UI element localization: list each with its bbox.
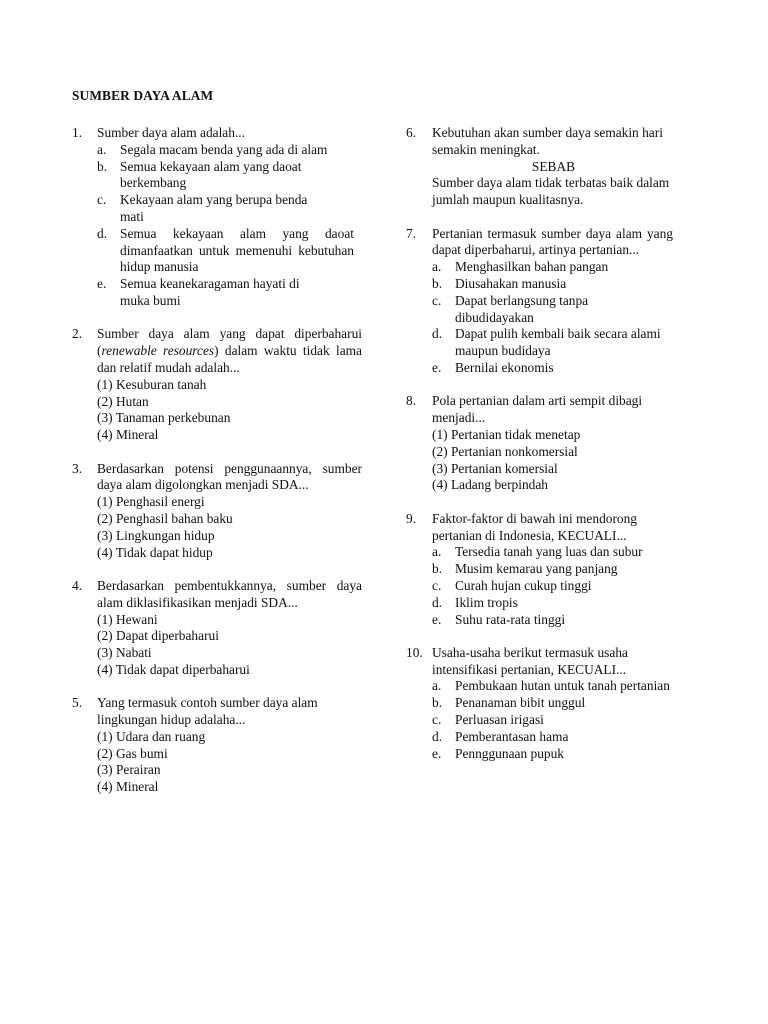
list-item: (4) Tidak dapat hidup [97, 544, 213, 560]
option-c [432, 712, 693, 729]
option-d [432, 729, 693, 746]
list-item: (2) Dapat diperbaharui [97, 628, 219, 644]
option-d [432, 595, 693, 612]
list-item: (2) Gas bumi [97, 745, 168, 761]
right-column [406, 125, 693, 779]
option-label: d. [432, 326, 443, 342]
question-stem: Berdasarkan pembentukkannya, sumber daya alam diklasifikasikan menjadi SDA... [97, 577, 362, 610]
option-e [432, 360, 693, 377]
option-label: e. [432, 611, 442, 627]
option-label: d. [97, 225, 108, 241]
list-item: (2) Pertanian nonkomersial [432, 443, 578, 459]
sebab-connector: SEBAB [531, 158, 576, 174]
list-item: (1) Kesuburan tanah [97, 376, 207, 392]
option-label: c. [97, 192, 107, 208]
question-7 [406, 226, 693, 377]
option-label: b. [97, 158, 108, 174]
question-number: 10. [406, 644, 423, 660]
question-stem: Sumber daya alam adalah... [97, 125, 245, 140]
question-stem: Pertanian termasuk sumber daya alam yang dapat diperbaharui, artinya pertanian... [432, 225, 673, 258]
option-label: b. [432, 275, 443, 291]
option-a [97, 142, 362, 159]
list-item: (2) Hutan [97, 393, 149, 409]
option-text: Dapat berlangsung tanpa dibudidayakan [455, 292, 589, 325]
list-item: (1) Hewani [97, 611, 158, 627]
option-text: Iklim tropis [455, 594, 518, 610]
question-number: 9. [406, 510, 417, 526]
question-8 [406, 393, 693, 494]
question-5 [72, 695, 362, 796]
question-stem: Berdasarkan potensi penggunaannya, sumber daya alam digolongkan menjadi SDA... [97, 460, 362, 493]
list-item: (4) Ladang berpindah [432, 477, 549, 493]
option-text: Suhu rata-rata tinggi [455, 611, 566, 627]
option-d [97, 226, 362, 276]
option-a [432, 678, 693, 695]
question-1 [72, 125, 362, 310]
option-text: Perluasan irigasi [455, 712, 544, 728]
option-a [432, 544, 693, 561]
list-item: (3) Nabati [97, 645, 152, 661]
list-item: (1) Penghasil energi [97, 494, 205, 510]
option-c [97, 192, 362, 226]
question-2 [72, 326, 362, 444]
option-label: e. [432, 359, 442, 375]
option-text: Pembukaan hutan untuk tanah pertanian [455, 678, 670, 694]
question-number: 4. [72, 577, 83, 593]
list-item: (4) Mineral [97, 779, 159, 795]
option-text: Tersedia tanah yang luas dan subur [455, 544, 643, 560]
option-b [432, 695, 693, 712]
question-stem: Pola pertanian dalam arti sempit dibagi menjadi... [432, 393, 643, 426]
option-label: a. [97, 141, 107, 157]
list-item: (3) Perairan [97, 762, 161, 778]
option-label: c. [432, 292, 442, 308]
question-6 [406, 125, 693, 209]
option-e [432, 612, 693, 629]
option-label: a. [432, 678, 442, 694]
question-number: 5. [72, 695, 83, 711]
question-stem [97, 326, 362, 376]
question-stem: Faktor-faktor di bawah ini mendorong pertanian di Indonesia, KECUALI... [432, 510, 638, 543]
question-number: 7. [406, 225, 417, 241]
stem-italic-term: renewable resources [101, 343, 215, 359]
option-text: Pennggunaan pupuk [455, 745, 564, 761]
question-number: 1. [72, 125, 83, 140]
list-item: (4) Tidak dapat diperbaharui [97, 661, 250, 677]
option-label: a. [432, 259, 442, 275]
option-text: Penanaman bibit unggul [455, 695, 586, 711]
left-column [72, 125, 362, 813]
option-text: Semua keanekaragaman hayati di muka bumi [120, 276, 300, 308]
option-label: e. [432, 745, 442, 761]
stem-text: Sumber daya alam yang dapat diperbaharui ( [97, 326, 362, 359]
option-label: b. [432, 695, 443, 711]
question-10 [406, 645, 693, 763]
option-text: Bernilai ekonomis [455, 359, 554, 375]
option-text: Semua kekayaan alam yang daoat berkembang [120, 158, 302, 191]
list-item: (1) Pertanian tidak menetap [432, 426, 581, 442]
option-label: e. [97, 276, 107, 292]
list-item: (4) Mineral [97, 427, 159, 443]
option-e [432, 746, 693, 763]
question-4 [72, 578, 362, 679]
option-label: c. [432, 577, 442, 593]
question-stem: Yang termasuk contoh sumber daya alam lingkungan hidup adalaha... [97, 695, 318, 728]
option-text: Menghasilkan bahan pangan [455, 259, 609, 275]
option-a [432, 259, 693, 276]
option-label: b. [432, 561, 443, 577]
question-number: 6. [406, 125, 417, 140]
option-text: Semua kekayaan alam yang daoat dimanfaatkan untuk memenuhi kebutuhan hidup manusia [120, 225, 354, 275]
option-b [432, 561, 693, 578]
option-label: c. [432, 712, 442, 728]
question-number: 3. [72, 460, 83, 476]
option-b [432, 276, 693, 293]
question-number: 2. [72, 326, 83, 342]
list-item: (1) Udara dan ruang [97, 728, 206, 744]
option-text: Kekayaan alam yang berupa benda mati [120, 192, 308, 224]
list-item: (2) Penghasil bahan baku [97, 510, 233, 526]
option-text: Dapat pulih kembali baik secara alami maupun budidaya [455, 326, 661, 359]
option-b [97, 159, 362, 193]
option-label: a. [432, 544, 442, 560]
stem-text: ) dalam waktu tidak lama dan relatif mudah adalah... [97, 343, 363, 375]
question-3 [72, 461, 362, 562]
question-9 [406, 511, 693, 629]
list-item: (3) Tanaman perkebunan [97, 410, 231, 426]
option-d [432, 326, 693, 360]
option-c [432, 293, 693, 327]
option-text: Pemberantasan hama [455, 728, 569, 744]
question-reason: Sumber daya alam tidak terbatas baik dalam jumlah maupun kualitasnya. [432, 175, 670, 208]
question-stem: Kebutuhan akan sumber daya semakin hari semakin meningkat. [432, 125, 663, 157]
option-label: d. [432, 594, 443, 610]
question-stem: Usaha-usaha berikut termasuk usaha intensifikasi pertanian, KECUALI... [432, 644, 628, 677]
option-text: Segala macam benda yang ada di alam [120, 141, 328, 157]
option-text: Curah hujan cukup tinggi [455, 577, 592, 593]
list-item: (3) Pertanian komersial [432, 460, 558, 476]
option-e [97, 276, 362, 310]
option-c [432, 578, 693, 595]
list-item: (3) Lingkungan hidup [97, 527, 215, 543]
option-text: Musim kemarau yang panjang [455, 561, 618, 577]
option-text: Diusahakan manusia [455, 275, 567, 291]
option-label: d. [432, 728, 443, 744]
page-title: SUMBER DAYA ALAM [72, 88, 214, 103]
question-number: 8. [406, 393, 417, 409]
